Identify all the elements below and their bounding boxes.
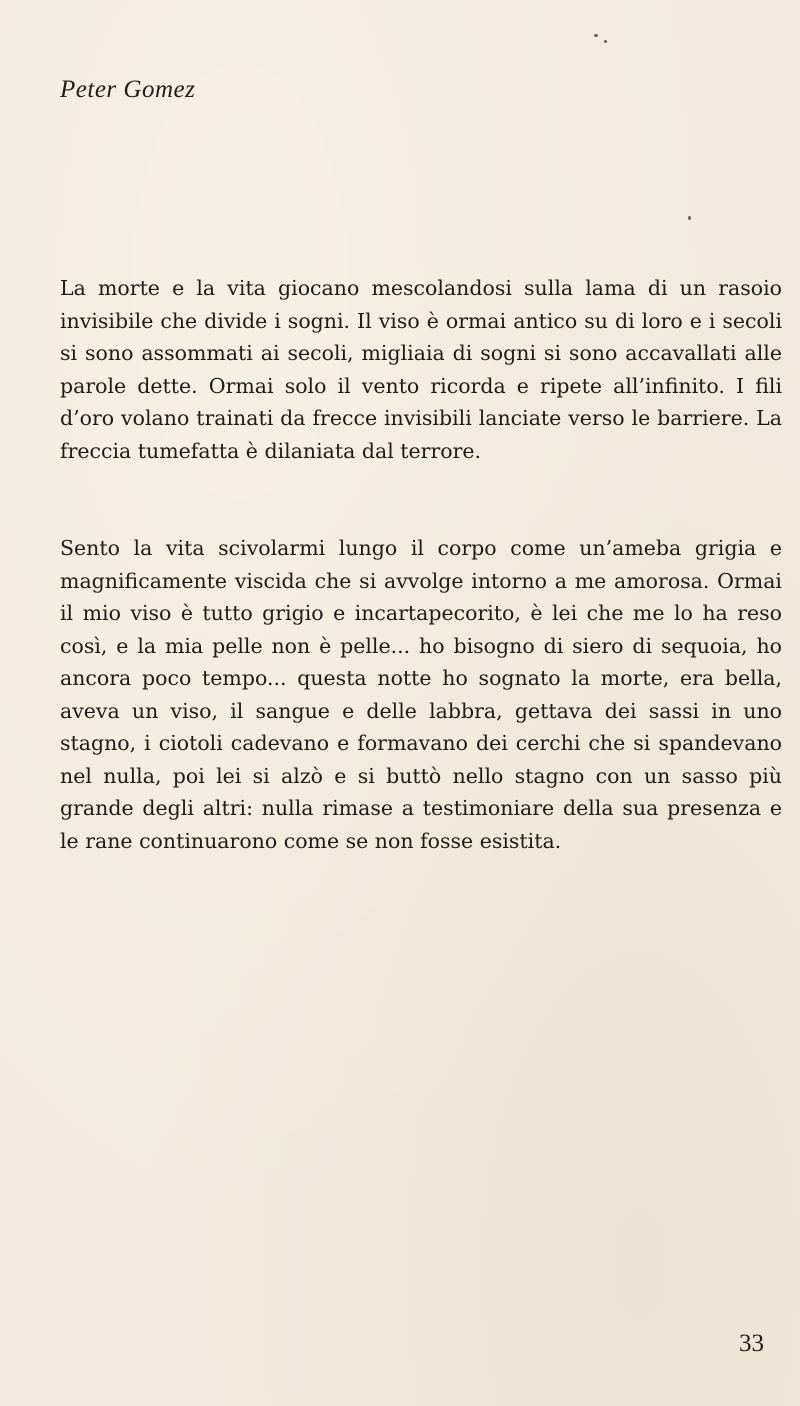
body-paragraph: La morte e la vita giocano mescolandosi sulla lama di un rasoio invisibile che divide i sogni. Il viso è ormai antico su di loro e i secoli si sono assommati ai secoli, migliaia di sogni si sono accavallati alle parole dette. Ormai solo il vento ricorda e ripete all’infinito. I fili d’oro volano trainati da frecce invisibili lanciate verso le barriere. La freccia tumefatta è dilaniata dal terrore. <box>60 276 782 463</box>
running-header-author: Peter Gomez <box>60 76 196 103</box>
print-speck <box>594 34 598 37</box>
print-speck <box>604 40 607 43</box>
page-number: 33 <box>739 1330 764 1357</box>
body-paragraph: Sento la vita scivolarmi lungo il corpo come un’ameba grigia e magnificamente viscida che si avvolge intorno a me amorosa. Ormai il mio viso è tutto grigio e incartapecorito, è lei che me lo ha reso così, e la mia pelle non è pelle... ho bisogno di siero di sequoia, ho ancora poco tempo... questa notte ho sognato la morte, era bella, aveva un viso, il sangue e delle labbra, gettava dei sassi in uno stagno, i ciotoli cadevano e formavano dei cerchi che si spandevano nel nulla, poi lei si alzò e si buttò nello stagno con un sasso più grande degli altri: nulla rimase a testimoniare della sua presenza e le rane continuarono come se non fosse esistita. <box>60 536 782 853</box>
print-speck <box>688 216 691 220</box>
